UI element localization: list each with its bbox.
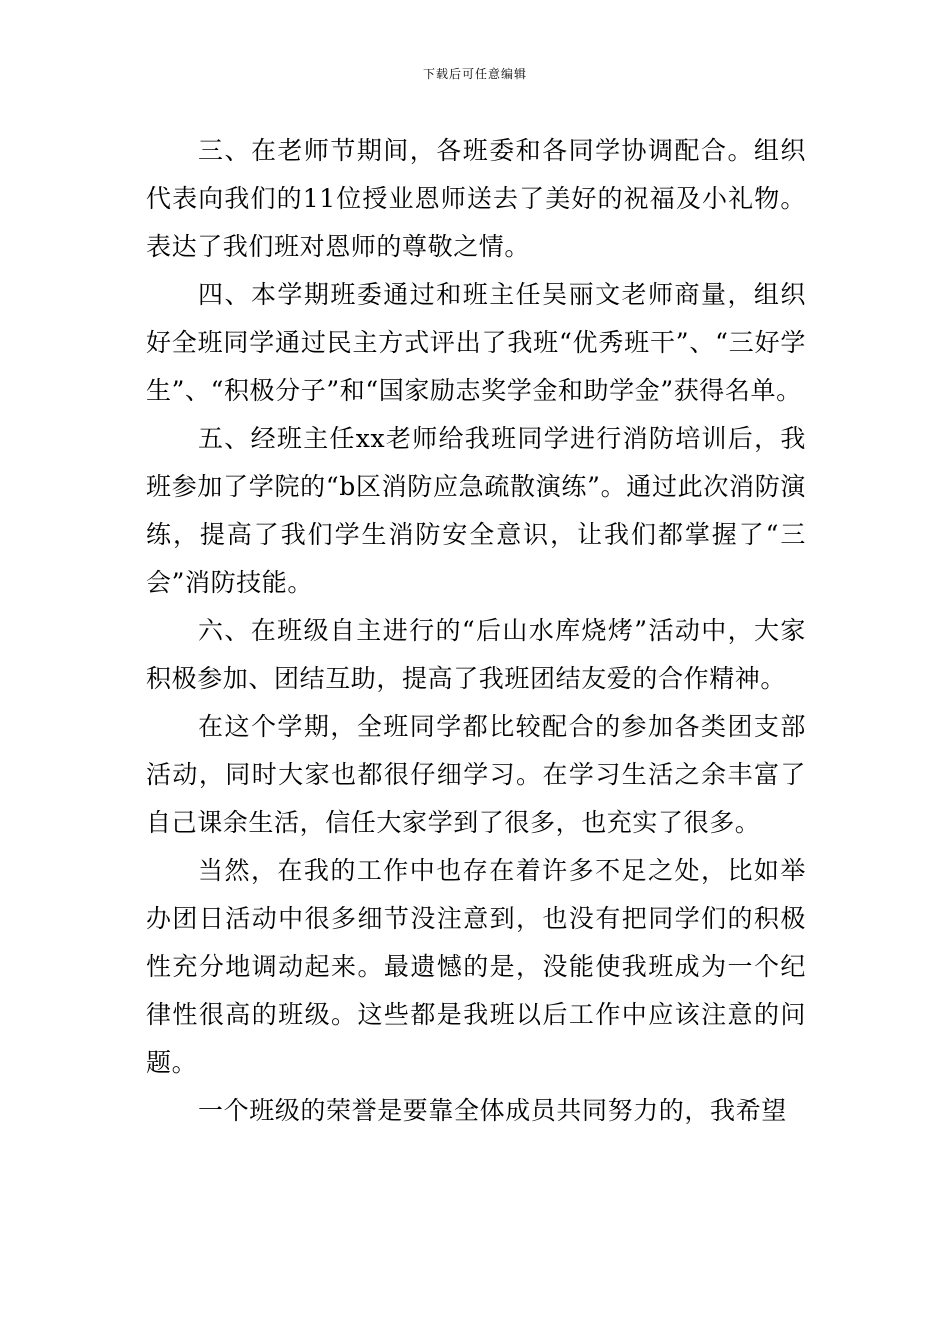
- document-body: [146, 127, 806, 1135]
- paragraph-5: 五、经班主任xx老师给我班同学进行消防培训后，我班参加了学院的“b区消防应急疏散演练”。通过此次消防演练，提高了我们学生消防安全意识，让我们都掌握了“三会”消防技能。: [146, 424, 806, 597]
- paragraph-3: 三、在老师节期间，各班委和各同学协调配合。组织代表向我们的11位授业恩师送去了美好的祝福及小礼物。表达了我们班对恩师的尊敬之情。: [146, 136, 806, 261]
- paragraph-class-honor: 一个班级的荣誉是要靠全体成员共同努力的，我希望: [198, 1096, 787, 1125]
- paragraph-semester-summary: 在这个学期，全班同学都比较配合的参加各类团支部活动，同时大家也都很仔细学习。在学习生活之余丰富了自己课余生活，信任大家学到了很多，也充实了很多。: [146, 712, 806, 837]
- page-header-note: 下载后可任意编辑: [422, 67, 527, 81]
- paragraph-shortcomings: 当然，在我的工作中也存在着许多不足之处，比如举办团日活动中很多细节没注意到，也没有把同学们的积极性充分地调动起来。最遗憾的是，没能使我班成为一个纪律性很高的班级。这些都是我班以后工作中应该注意的问题。: [146, 856, 806, 1077]
- paragraph-6: 六、在班级自主进行的“后山水库烧烤”活动中，大家积极参加、团结互助，提高了我班团结友爱的合作精神。: [146, 616, 806, 693]
- paragraph-4: 四、本学期班委通过和班主任吴丽文老师商量，组织好全班同学通过民主方式评出了我班“优秀班干”、“三好学生”、“积极分子”和“国家励志奖学金和助学金”获得名单。: [146, 280, 806, 405]
